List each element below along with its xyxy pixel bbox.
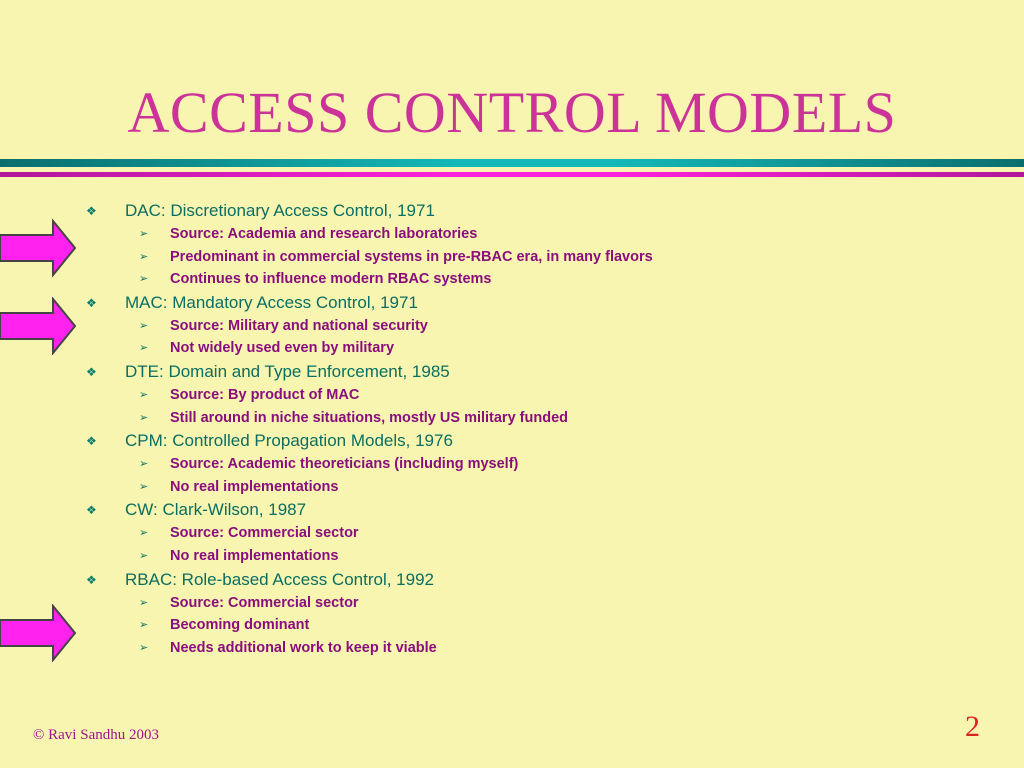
sub-list-item xyxy=(0,476,1024,499)
chevron-bullet-icon: ➢ xyxy=(139,411,149,424)
diamond-bullet-icon: ❖ xyxy=(86,364,97,379)
model-label: MAC: Mandatory Access Control, 1971 xyxy=(125,292,418,312)
model-label: RBAC: Role-based Access Control, 1992 xyxy=(125,569,434,589)
list-item xyxy=(0,498,1024,522)
sub-list-item xyxy=(0,407,1024,430)
sub-list-item xyxy=(0,592,1024,615)
chevron-bullet-icon: ➢ xyxy=(139,250,149,263)
chevron-bullet-icon: ➢ xyxy=(139,342,149,355)
model-label: CPM: Controlled Propagation Models, 1976 xyxy=(125,431,453,451)
diamond-bullet-icon: ❖ xyxy=(86,572,97,587)
model-point: Still around in niche situations, mostly US military funded xyxy=(170,409,568,426)
chevron-bullet-icon: ➢ xyxy=(139,273,149,286)
model-label: CW: Clark-Wilson, 1987 xyxy=(125,500,307,520)
chevron-bullet-icon: ➢ xyxy=(139,527,149,540)
diamond-bullet-icon: ❖ xyxy=(86,204,97,218)
diamond-bullet-icon: ❖ xyxy=(86,503,97,518)
sub-list-item xyxy=(0,614,1024,637)
page-number: 2 xyxy=(965,710,980,743)
model-point: Source: Academic theoreticians (including myself) xyxy=(170,456,519,473)
model-point: No real implementations xyxy=(170,547,339,564)
chevron-bullet-icon: ➢ xyxy=(139,480,149,493)
sub-list-item xyxy=(0,223,1024,246)
list-item xyxy=(0,291,1024,315)
model-point: Continues to influence modern RBAC systems xyxy=(170,271,492,288)
bullet-list xyxy=(0,199,1024,659)
model-point: Source: Commercial sector xyxy=(170,594,359,611)
sub-list-item xyxy=(0,246,1024,269)
chevron-bullet-icon: ➢ xyxy=(139,549,149,562)
chevron-bullet-icon: ➢ xyxy=(139,458,149,471)
sub-list-item xyxy=(0,545,1024,568)
model-point: No real implementations xyxy=(170,478,339,495)
divider-magenta xyxy=(0,172,1024,177)
sub-list-item xyxy=(0,637,1024,660)
sub-list-item xyxy=(0,522,1024,545)
model-label: DAC: Discretionary Access Control, 1971 xyxy=(125,201,435,220)
slide-title: ACCESS CONTROL MODELS xyxy=(127,80,897,145)
sub-list-item xyxy=(0,337,1024,360)
model-label: DTE: Domain and Type Enforcement, 1985 xyxy=(125,361,450,381)
list-item xyxy=(0,568,1024,592)
model-point: Not widely used even by military xyxy=(170,340,395,357)
chevron-bullet-icon: ➢ xyxy=(139,388,149,401)
model-point: Source: Academia and research laboratories xyxy=(170,226,478,242)
sub-list-item xyxy=(0,453,1024,476)
chevron-bullet-icon: ➢ xyxy=(139,619,149,632)
model-point: Source: By product of MAC xyxy=(170,386,360,403)
model-point: Source: Commercial sector xyxy=(170,525,359,542)
model-point: Needs additional work to keep it viable xyxy=(170,639,437,656)
list-item xyxy=(0,360,1024,384)
sub-list-item xyxy=(0,384,1024,407)
chevron-bullet-icon: ➢ xyxy=(139,319,149,332)
list-item xyxy=(0,199,1024,223)
list-item xyxy=(0,429,1024,453)
copyright-footer: © Ravi Sandhu 2003 xyxy=(33,727,159,743)
sub-list-item xyxy=(0,268,1024,291)
model-point: Predominant in commercial systems in pre-RBAC era, in many flavors xyxy=(170,248,653,265)
chevron-bullet-icon: ➢ xyxy=(139,596,149,609)
model-point: Source: Military and national security xyxy=(170,317,428,334)
sub-list-item xyxy=(0,315,1024,338)
chevron-bullet-icon: ➢ xyxy=(139,641,149,654)
chevron-bullet-icon: ➢ xyxy=(139,228,149,240)
model-point: Becoming dominant xyxy=(170,617,310,634)
diamond-bullet-icon: ❖ xyxy=(86,295,97,310)
divider-teal xyxy=(0,159,1024,167)
diamond-bullet-icon: ❖ xyxy=(86,434,97,449)
